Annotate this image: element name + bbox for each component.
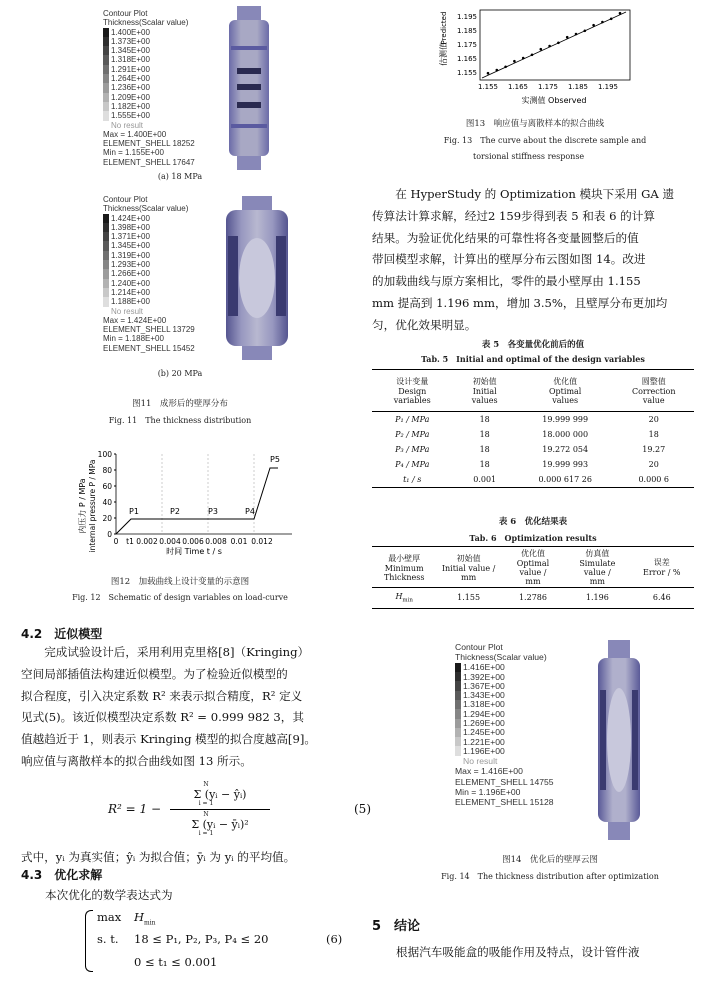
cell-label: $H_{min}$ xyxy=(395,592,413,604)
eq5-sum-top: N xyxy=(203,811,209,818)
cell-variable: P₂ / MPa xyxy=(395,430,430,439)
sample-point xyxy=(522,57,525,60)
legend-swatch xyxy=(455,746,461,755)
x-tick-label: 1.195 xyxy=(597,83,619,91)
legend-swatch xyxy=(455,691,461,700)
x-tick-label: 1.185 xyxy=(567,83,589,91)
legend-swatch xyxy=(103,260,109,269)
legend-value: 1.343E+00 xyxy=(463,690,505,701)
min-element: ELEMENT_SHELL 15452 xyxy=(103,343,195,353)
legend-level xyxy=(103,65,223,74)
cell-optimal: 0.000 617 26 xyxy=(538,475,592,484)
legend-value: 1.245E+00 xyxy=(463,727,505,738)
legend-swatch xyxy=(103,288,109,297)
x-tick-label: 1.175 xyxy=(537,83,559,91)
point-p3: P3 xyxy=(208,507,218,516)
cell-variable: P₄ / MPa xyxy=(395,460,430,469)
legend-value: 1.240E+00 xyxy=(111,278,150,288)
para-line: 的加载曲线与原方案相比，零件的最小壁厚由 1.155 xyxy=(372,274,641,289)
legend-level xyxy=(103,241,223,250)
design-points xyxy=(129,455,280,516)
sample-point xyxy=(566,36,569,39)
eq6-number: (6) xyxy=(326,932,343,946)
legend-level xyxy=(103,269,223,278)
y-ticks xyxy=(98,450,116,539)
legend-swatch xyxy=(455,709,461,718)
legend-swatch xyxy=(103,297,109,306)
para-line: 空间局部插值法构建近似模型。为了检验近似模型的 xyxy=(21,666,288,681)
section-4-2-heading: 4.2 近似模型 xyxy=(21,627,103,641)
legend-level xyxy=(455,746,595,755)
legend-value: 1.269E+00 xyxy=(463,718,505,729)
legend-value: 1.266E+00 xyxy=(111,269,150,279)
sample-point xyxy=(504,66,507,69)
para-line: 响应值与离散样本的拟合曲线如图 13 所示。 xyxy=(21,753,252,768)
legend-level xyxy=(103,102,223,111)
table-6 xyxy=(372,546,694,609)
fig12-caption-zh: 图12 加载曲线上设计变量的示意图 xyxy=(110,577,250,587)
legend-value: 1.214E+00 xyxy=(111,287,150,297)
legend-value: 1.291E+00 xyxy=(111,64,150,74)
cell-variable: P₁ / MPa xyxy=(395,415,430,424)
max-value: Max = 1.424E+00 xyxy=(103,315,167,325)
x-ticks xyxy=(114,537,273,546)
cell-correction: 20 xyxy=(648,415,659,424)
sample-points xyxy=(487,12,622,75)
y-tick-label: 20 xyxy=(102,514,112,523)
legend-level xyxy=(103,279,223,288)
no-result-label: No result xyxy=(463,755,498,766)
legend-swatch xyxy=(103,269,109,278)
table-row xyxy=(372,412,694,428)
equation-5 xyxy=(108,782,378,844)
point-p4: P4 xyxy=(245,507,255,516)
legend-swatch xyxy=(103,74,109,83)
eq5-sum-bottom: i = 1 xyxy=(198,800,214,807)
legend-value: 1.196E+00 xyxy=(463,745,505,756)
x-axis-label: 时间 Time t / s xyxy=(166,547,222,556)
legend-level xyxy=(103,288,223,297)
para-line: 在 HyperStudy 的 Optimization 模块下采用 GA 遗 xyxy=(395,187,675,201)
legend-level xyxy=(103,37,223,46)
cell-initial: 1.155 xyxy=(457,593,481,603)
cell-simulate: 1.196 xyxy=(585,593,609,603)
y-tick-label: 60 xyxy=(102,482,112,491)
x-tick-label: 1.155 xyxy=(477,83,499,91)
section-4-3-heading: 4.3 优化求解 xyxy=(21,868,103,882)
y-tick-label: 1.185 xyxy=(456,27,477,35)
para-line: 完成试验设计后，采用利用克里格[8]（Kringing） xyxy=(44,645,310,659)
cell-optimal: 1.2786 xyxy=(518,593,547,603)
fig14-part-image xyxy=(594,640,644,840)
eq5-denominator: Σ (yᵢ − ȳᵢ)² xyxy=(191,818,249,831)
legend-level xyxy=(103,223,223,232)
max-element: ELEMENT_SHELL 14755 xyxy=(455,776,554,787)
guide-lines xyxy=(162,454,254,534)
legend-level xyxy=(103,111,223,120)
table-header-row xyxy=(372,547,694,588)
y-tick-label: 1.155 xyxy=(456,69,477,77)
para-line: mm 提高到 1.196 mm，增加 3.5%，且壁厚分布更加均 xyxy=(372,295,668,310)
legend-swatch xyxy=(103,223,109,232)
legend-value: 1.345E+00 xyxy=(111,46,150,56)
legend-value: 1.182E+00 xyxy=(111,101,150,111)
y-ticks xyxy=(457,13,477,77)
legend-level xyxy=(103,214,223,223)
fig11a-part-image xyxy=(223,6,275,170)
sample-point xyxy=(531,54,534,57)
eq5-number: (5) xyxy=(354,802,371,816)
y-tick-label: 0 xyxy=(107,530,112,539)
legend-level xyxy=(103,251,223,260)
sample-point xyxy=(548,45,551,48)
eq6-max: max xyxy=(97,910,122,924)
legend-level xyxy=(103,83,223,92)
col-header: 圆整值 Correction value xyxy=(631,377,676,405)
col-header: 初始值 Initial value / mm xyxy=(441,553,496,582)
min-element: ELEMENT_SHELL 17647 xyxy=(103,157,195,167)
fig11b-subcaption: (b) 20 MPa xyxy=(157,369,203,378)
sample-point xyxy=(540,48,543,51)
contour-legend-levels xyxy=(103,214,223,307)
legend-level xyxy=(103,74,223,83)
cell-initial: 0.001 xyxy=(473,475,497,484)
ylabel-en: internal pressure P / MPa xyxy=(88,459,97,553)
right-paragraph xyxy=(372,184,694,337)
legend-swatch xyxy=(103,111,109,120)
eq5-sum-bottom: i = 1 xyxy=(198,830,214,837)
sample-point xyxy=(557,42,560,45)
contour-subtitle: Thickness(Scalar value) xyxy=(103,204,189,214)
eq5-numerator: Σ (yᵢ − ŷᵢ) xyxy=(193,788,247,801)
section-5-line: 根据汽车吸能盒的吸能作用及特点，设计管件液 xyxy=(396,945,640,959)
y-tick-label: 1.195 xyxy=(456,13,477,21)
cell-initial: 18 xyxy=(479,430,490,439)
legend-value: 1.294E+00 xyxy=(463,708,505,719)
eq6-constraint-2: 0 ≤ t₁ ≤ 0.001 xyxy=(134,955,218,969)
ylabel-zh: 估测值 xyxy=(439,42,448,66)
contour-title: Contour Plot xyxy=(455,642,503,652)
tab6-title-zh: 表 6 优化结果表 xyxy=(498,517,568,527)
cell-correction: 19.27 xyxy=(642,445,666,454)
eq6-st: s. t. xyxy=(97,932,119,946)
eq5-sum-top: N xyxy=(203,781,209,788)
legend-value: 1.221E+00 xyxy=(463,736,505,747)
fig11a-legend xyxy=(103,9,223,167)
legend-value: 1.318E+00 xyxy=(463,699,505,710)
min-value: Min = 1.155E+00 xyxy=(103,148,164,158)
fig13-caption-zh: 图13 响应值与离散样本的拟合曲线 xyxy=(465,119,605,129)
para-line: 见式(5)。该近似模型决定系数 R² = 0.999 982 3，其 xyxy=(21,710,304,725)
eq5-note: 式中，yᵢ 为真实值；ŷᵢ 为拟合值；ȳᵢ 为 yᵢ 的平均值。 xyxy=(21,850,296,864)
max-value: Max = 1.400E+00 xyxy=(103,129,167,139)
para-line: 传算法计算求解，经过2 159步得到表 5 和表 6 的计算 xyxy=(372,208,655,223)
contour-title: Contour Plot xyxy=(103,9,148,18)
fig11a-subcaption: (a) 18 MPa xyxy=(157,172,203,181)
section-4-3-line: 本次优化的数学表达式为 xyxy=(45,888,173,902)
legend-value: 1.555E+00 xyxy=(111,111,150,121)
sample-point xyxy=(487,72,490,75)
col-header: 误差 Error / % xyxy=(643,558,681,577)
cell-initial: 18 xyxy=(479,415,490,424)
para-line: 值越趋近于 1，则表示 Kringing 模型的拟合度越高[9]。 xyxy=(21,732,316,747)
x-tick-label: 0.012 xyxy=(251,537,273,546)
fig14-legend xyxy=(455,642,595,808)
max-element: ELEMENT_SHELL 13729 xyxy=(103,325,195,335)
legend-level xyxy=(103,55,223,64)
ylabel-en: Predicted xyxy=(440,11,448,45)
legend-value: 1.264E+00 xyxy=(111,74,150,84)
x-tick-label: 0.01 xyxy=(230,537,248,546)
legend-swatch xyxy=(103,28,109,37)
table-row xyxy=(372,442,694,457)
y-tick-label: 80 xyxy=(102,466,112,475)
min-value: Min = 1.188E+00 xyxy=(103,334,164,344)
legend-level xyxy=(103,93,223,102)
contour-legend-levels xyxy=(455,663,595,756)
para-line: 拟合程度，引入决定系数 R² 来表示拟合精度，R² 定义 xyxy=(21,688,303,703)
col-header: 优化值 Optimal values xyxy=(549,377,582,405)
contour-legend-levels xyxy=(103,28,223,121)
sample-point xyxy=(610,18,613,21)
min-element: ELEMENT_SHELL 15128 xyxy=(455,797,554,808)
max-value: Max = 1.416E+00 xyxy=(455,766,523,777)
para-line: 带回模型求解，计算出的壁厚分布云图如图 14。改进 xyxy=(372,252,646,267)
fig11-caption-zh: 图11 成形后的壁厚分布 xyxy=(132,399,228,409)
legend-swatch xyxy=(455,681,461,690)
equation-6 xyxy=(85,908,365,978)
fig14-caption-zh: 图14 优化后的壁厚云图 xyxy=(502,855,598,865)
contour-title: Contour Plot xyxy=(103,195,148,204)
min-value: Min = 1.196E+00 xyxy=(455,787,521,797)
fig13-fit-chart xyxy=(436,6,636,106)
legend-swatch xyxy=(103,37,109,46)
ylabel-zh: 内压力 P / MPa xyxy=(78,478,87,534)
sample-point xyxy=(513,60,516,63)
fig11b-part-image xyxy=(222,196,292,360)
fig13-caption-en-1: Fig. 13 The curve about the discrete sample and xyxy=(443,136,647,145)
cell-optimal: 18.000 000 xyxy=(542,430,589,439)
tab5-title-en: Tab. 5 Initial and optimal of the design variables xyxy=(421,354,645,364)
y-tick-label: 1.165 xyxy=(456,55,477,63)
cell-optimal: 19.272 054 xyxy=(542,445,589,454)
legend-swatch xyxy=(103,251,109,260)
table-row xyxy=(372,472,694,488)
legend-value: 1.400E+00 xyxy=(111,27,150,37)
table-header-row xyxy=(372,370,694,412)
cell-correction: 0.000 6 xyxy=(638,475,670,484)
cell-initial: 18 xyxy=(479,445,490,454)
cell-variable: t₁ / s xyxy=(403,475,422,484)
legend-level xyxy=(103,28,223,37)
cell-correction: 20 xyxy=(648,460,659,469)
legend-swatch xyxy=(103,65,109,74)
legend-value: 1.318E+00 xyxy=(111,55,150,65)
x-tick-label: t1 xyxy=(126,537,134,546)
x-tick-label: 0 xyxy=(113,537,119,546)
eq6-brace xyxy=(85,910,93,972)
no-result-label: No result xyxy=(111,120,144,130)
para-line: 匀，优化效果明显。 xyxy=(372,317,477,332)
legend-value: 1.416E+00 xyxy=(463,662,505,673)
contour-subtitle: Thickness(Scalar value) xyxy=(103,18,189,28)
legend-value: 1.236E+00 xyxy=(111,83,150,93)
legend-value: 1.373E+00 xyxy=(111,36,150,46)
legend-swatch xyxy=(103,93,109,102)
fig11-caption-en: Fig. 11 The thickness distribution xyxy=(108,416,252,425)
section-4-2-text xyxy=(21,642,355,773)
col-header: 仿真值 Simulate value / mm xyxy=(579,549,616,586)
legend-swatch xyxy=(103,241,109,250)
x-tick-label: 0.004 xyxy=(159,537,181,546)
legend-swatch xyxy=(103,232,109,241)
load-curve-line xyxy=(116,468,278,534)
para-line: 结果。为验证优化结果的可靠性将各变量圆整后的值 xyxy=(372,230,639,245)
legend-swatch xyxy=(103,279,109,288)
col-header: 初始值 Initial values xyxy=(471,377,498,405)
tab6-title-en: Tab. 6 Optimization results xyxy=(469,533,597,543)
cell-optimal: 19.999 993 xyxy=(542,460,589,469)
section-5-heading: 5 结论 xyxy=(372,919,421,934)
x-tick-label: 1.165 xyxy=(507,83,529,91)
fig13-caption-en-2: torsional stiffness response xyxy=(473,152,585,161)
cell-correction: 18 xyxy=(648,430,659,439)
legend-swatch xyxy=(103,102,109,111)
legend-swatch xyxy=(103,46,109,55)
y-tick-label: 1.175 xyxy=(456,41,477,49)
col-header: 优化值 Optimal value / mm xyxy=(516,549,550,586)
max-element: ELEMENT_SHELL 18252 xyxy=(103,139,195,149)
legend-value: 1.367E+00 xyxy=(463,680,505,691)
y-tick-label: 40 xyxy=(102,498,112,507)
eq6-h: H xyxy=(134,910,145,924)
contour-subtitle: Thickness(Scalar value) xyxy=(455,652,547,663)
cell-optimal: 19.999 999 xyxy=(542,415,589,424)
tab5-title-zh: 表 5 各变量优化前后的值 xyxy=(481,340,585,350)
x-ticks xyxy=(478,83,618,91)
legend-swatch xyxy=(455,728,461,737)
table-row xyxy=(372,427,694,442)
legend-level xyxy=(103,297,223,306)
col-header: 最小壁厚 Minimum Thickness xyxy=(383,553,425,582)
sample-point xyxy=(601,21,604,24)
fig11b-legend xyxy=(103,195,223,353)
x-tick-label: 0.008 xyxy=(205,537,227,546)
eq6-constraint-1: 18 ≤ P₁, P₂, P₃, P₄ ≤ 20 xyxy=(134,932,269,946)
sample-point xyxy=(584,30,587,33)
eq5-fraction-bar xyxy=(170,809,270,810)
legend-value: 1.188E+00 xyxy=(111,297,150,307)
legend-swatch xyxy=(455,672,461,681)
cell-error: 6.46 xyxy=(652,593,671,603)
sample-point xyxy=(496,69,499,72)
legend-swatch xyxy=(103,55,109,64)
table-row xyxy=(372,588,694,609)
legend-swatch xyxy=(455,700,461,709)
point-p5: P5 xyxy=(270,455,280,464)
point-p2: P2 xyxy=(170,507,180,516)
eq5-lhs: R² = 1 − xyxy=(108,802,162,816)
y-axis-label xyxy=(77,459,97,552)
eq6-objective xyxy=(134,910,156,926)
x-tick-label: 0.006 xyxy=(182,537,204,546)
point-p1: P1 xyxy=(129,507,139,516)
legend-value: 1.371E+00 xyxy=(111,232,150,242)
legend-value: 1.319E+00 xyxy=(111,250,150,260)
legend-swatch xyxy=(103,83,109,92)
cell-initial: 18 xyxy=(479,460,490,469)
y-tick-label: 100 xyxy=(97,450,112,459)
legend-level xyxy=(103,46,223,55)
legend-value: 1.345E+00 xyxy=(111,241,150,251)
legend-swatch xyxy=(455,719,461,728)
no-result-label: No result xyxy=(111,306,144,316)
eq6-h-sub: min xyxy=(144,919,156,927)
sample-point xyxy=(575,33,578,36)
legend-value: 1.209E+00 xyxy=(111,92,150,102)
legend-swatch xyxy=(455,737,461,746)
cell-variable: P₃ / MPa xyxy=(395,445,430,454)
col-header: 设计变量 Design variables xyxy=(393,377,431,405)
legend-swatch xyxy=(455,663,461,672)
fig12-caption-en: Fig. 12 Schematic of design variables on load-curve xyxy=(72,593,288,602)
legend-value: 1.424E+00 xyxy=(111,213,150,223)
fit-line xyxy=(482,12,626,78)
fig14-caption-en: Fig. 14 The thickness distribution after optimization xyxy=(441,872,659,881)
x-tick-label: 0.002 xyxy=(136,537,158,546)
legend-value: 1.398E+00 xyxy=(111,222,150,232)
sample-point xyxy=(619,12,622,15)
table-5 xyxy=(372,369,694,488)
legend-level xyxy=(103,232,223,241)
x-axis-label: 实测值 Observed xyxy=(521,96,587,105)
legend-swatch xyxy=(103,214,109,223)
sample-point xyxy=(592,24,595,27)
fig12-load-curve xyxy=(74,448,304,560)
legend-value: 1.392E+00 xyxy=(463,671,505,682)
table-row xyxy=(372,457,694,472)
legend-value: 1.293E+00 xyxy=(111,260,150,270)
legend-level xyxy=(103,260,223,269)
